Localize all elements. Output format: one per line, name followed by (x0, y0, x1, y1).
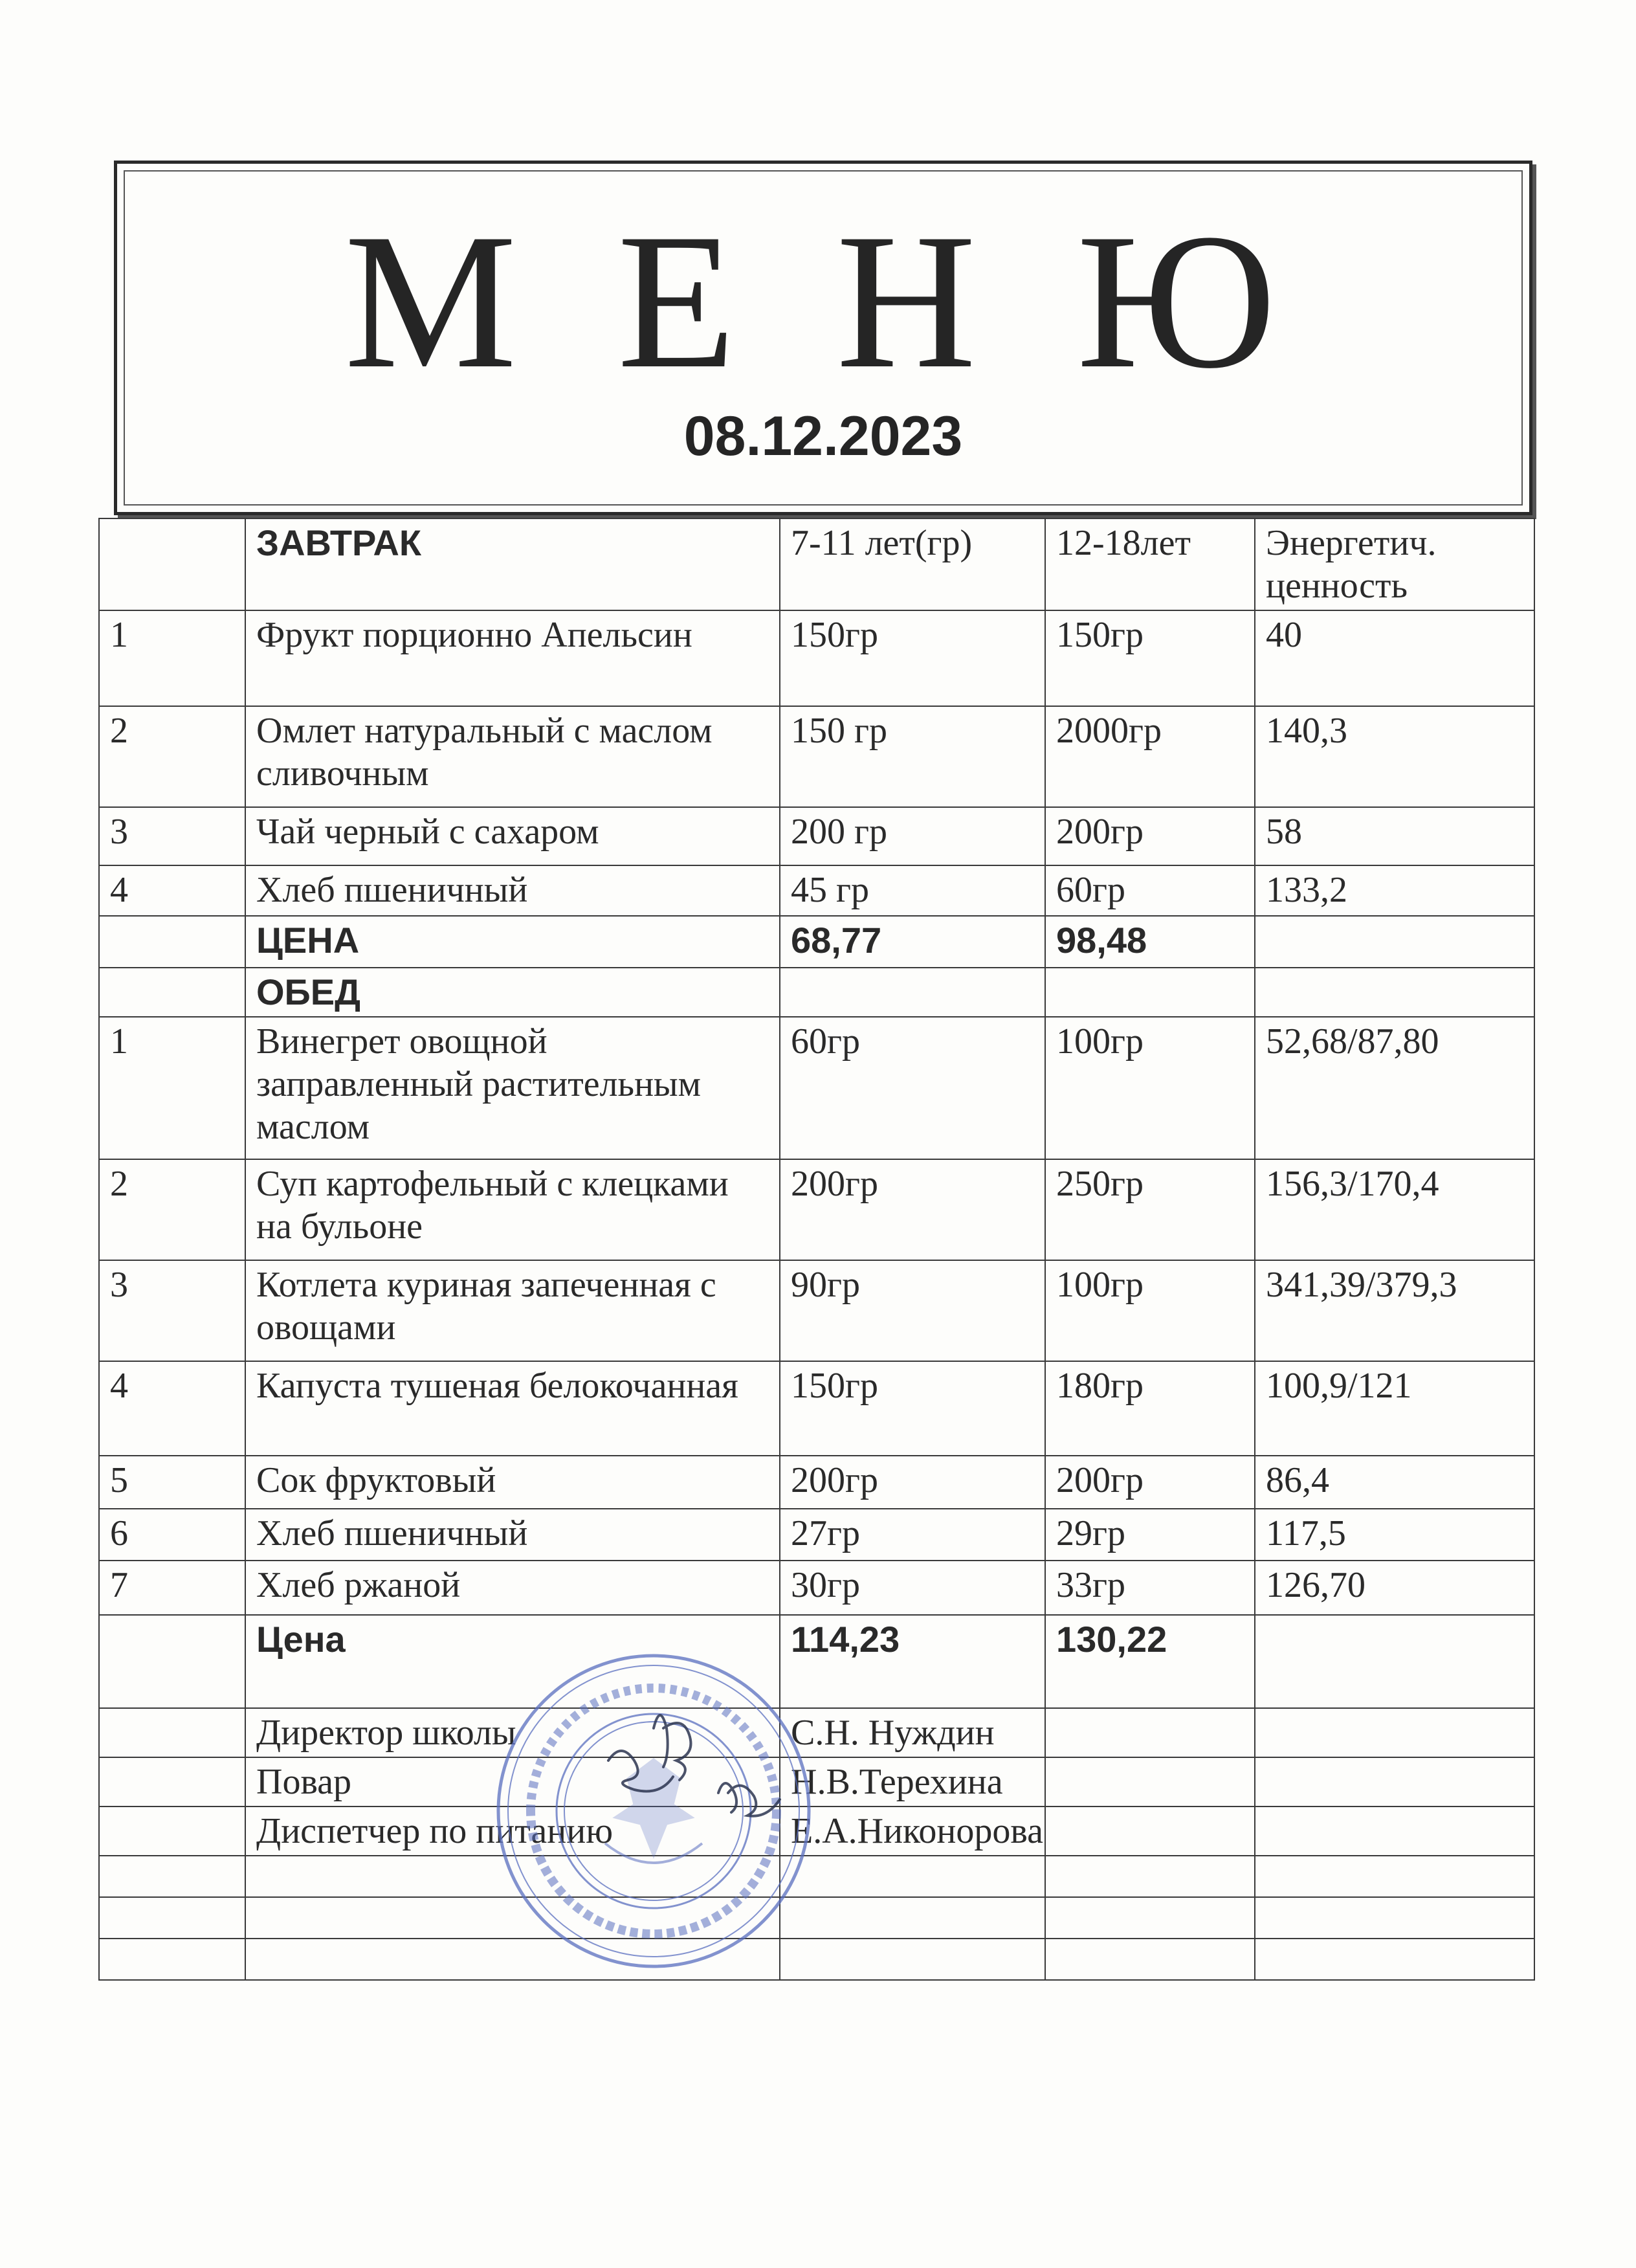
energy-value: 133,2 (1255, 865, 1534, 916)
empty-cell (1255, 916, 1534, 968)
signatory-name: Е.А.Никонорова (780, 1807, 1045, 1856)
energy-header-line1: Энергетич. (1266, 523, 1437, 563)
breakfast-price-12-18: 98,48 (1045, 916, 1255, 968)
lunch-price-12-18: 130,22 (1045, 1615, 1255, 1708)
empty-cell (1255, 1757, 1534, 1807)
portion-7-11: 45 гр (780, 865, 1045, 916)
energy-value: 126,70 (1255, 1561, 1534, 1615)
breakfast-price-row (99, 916, 1534, 968)
empty-cell (780, 1897, 1045, 1939)
breakfast-item-row (99, 610, 1534, 706)
item-number: 3 (99, 807, 245, 865)
breakfast-price-label: ЦЕНА (245, 916, 780, 968)
portion-7-11: 200гр (780, 1456, 1045, 1509)
empty-cell (1045, 1807, 1255, 1856)
portion-12-18: 200гр (1045, 807, 1255, 865)
lunch-header-row (99, 968, 1534, 1017)
dish-name: Фрукт порционно Апельсин (245, 610, 780, 706)
empty-cell (99, 1897, 245, 1939)
lunch-item-row (99, 1456, 1534, 1509)
portion-7-11: 200гр (780, 1159, 1045, 1260)
portion-7-11: 150гр (780, 610, 1045, 706)
signatory-row (99, 1757, 1534, 1807)
breakfast-section-label: ЗАВТРАК (245, 518, 780, 610)
dish-name: Чай черный с сахаром (245, 807, 780, 865)
lunch-item-row (99, 1159, 1534, 1260)
dish-name: Винегрет овощной заправленный растительным маслом (245, 1017, 780, 1159)
empty-cell (780, 1939, 1045, 1980)
empty-cell (1255, 1856, 1534, 1897)
empty-cell (99, 1615, 245, 1708)
item-number: 1 (99, 610, 245, 706)
item-number: 4 (99, 1361, 245, 1456)
menu-table (98, 518, 1535, 1981)
portion-7-11: 30гр (780, 1561, 1045, 1615)
portion-7-11: 150 гр (780, 706, 1045, 807)
empty-row (99, 1897, 1534, 1939)
empty-cell (99, 1939, 245, 1980)
dish-name: Омлет натуральный с маслом сливочным (245, 706, 780, 807)
signatory-role: Директор школы (245, 1708, 780, 1757)
lunch-item-row (99, 1017, 1534, 1159)
lunch-item-row (99, 1509, 1534, 1561)
empty-cell (1255, 1708, 1534, 1757)
signatory-row (99, 1708, 1534, 1757)
empty-cell (245, 1856, 780, 1897)
breakfast-item-row (99, 865, 1534, 916)
age-7-11-header: 7-11 лет(гр) (780, 518, 1045, 610)
dish-name: Капуста тушеная белокочанная (245, 1361, 780, 1456)
portion-12-18: 200гр (1045, 1456, 1255, 1509)
lunch-section-label: ОБЕД (245, 968, 780, 1017)
portion-12-18: 2000гр (1045, 706, 1255, 807)
dish-name: Хлеб ржаной (245, 1561, 780, 1615)
energy-value: 100,9/121 (1255, 1361, 1534, 1456)
dish-name: Суп картофельный с клецками на бульоне (245, 1159, 780, 1260)
age-12-18-header: 12-18лет (1045, 518, 1255, 610)
empty-cell (1255, 1897, 1534, 1939)
portion-12-18: 33гр (1045, 1561, 1255, 1615)
menu-table-body (99, 518, 1534, 1980)
menu-date: 08.12.2023 (683, 405, 963, 467)
item-number: 3 (99, 1260, 245, 1361)
item-number: 4 (99, 865, 245, 916)
energy-value: 140,3 (1255, 706, 1534, 807)
energy-header (1255, 518, 1534, 610)
number-header-cell (99, 518, 245, 610)
portion-7-11: 150гр (780, 1361, 1045, 1456)
lunch-item-row (99, 1561, 1534, 1615)
energy-header-line2: ценность (1266, 566, 1408, 606)
energy-value: 341,39/379,3 (1255, 1260, 1534, 1361)
item-number: 5 (99, 1456, 245, 1509)
empty-cell (99, 1757, 245, 1807)
portion-12-18: 150гр (1045, 610, 1255, 706)
empty-cell (1255, 968, 1534, 1017)
lunch-item-row (99, 1260, 1534, 1361)
portion-7-11: 60гр (780, 1017, 1045, 1159)
empty-cell (245, 1939, 780, 1980)
dish-name: Хлеб пшеничный (245, 1509, 780, 1561)
lunch-price-label: Цена (245, 1615, 780, 1708)
empty-cell (1255, 1807, 1534, 1856)
item-number: 2 (99, 1159, 245, 1260)
empty-cell (99, 1708, 245, 1757)
lunch-price-row (99, 1615, 1534, 1708)
signatory-row (99, 1807, 1534, 1856)
breakfast-item-row (99, 706, 1534, 807)
empty-cell (1045, 1897, 1255, 1939)
dish-name: Котлета куриная запеченная с овощами (245, 1260, 780, 1361)
portion-12-18: 100гр (1045, 1260, 1255, 1361)
empty-cell (1045, 1708, 1255, 1757)
portion-12-18: 29гр (1045, 1509, 1255, 1561)
item-number: 2 (99, 706, 245, 807)
item-number: 7 (99, 1561, 245, 1615)
empty-row (99, 1856, 1534, 1897)
energy-value: 156,3/170,4 (1255, 1159, 1534, 1260)
dish-name: Хлеб пшеничный (245, 865, 780, 916)
breakfast-header-row (99, 518, 1534, 610)
empty-row (99, 1939, 1534, 1980)
dish-name: Сок фруктовый (245, 1456, 780, 1509)
energy-value: 117,5 (1255, 1509, 1534, 1561)
empty-cell (1045, 1757, 1255, 1807)
lunch-price-7-11: 114,23 (780, 1615, 1045, 1708)
menu-header-box (114, 161, 1532, 515)
empty-cell (99, 916, 245, 968)
empty-cell (1255, 1939, 1534, 1980)
empty-cell (245, 1897, 780, 1939)
portion-12-18: 250гр (1045, 1159, 1255, 1260)
breakfast-price-7-11: 68,77 (780, 916, 1045, 968)
lunch-item-row (99, 1361, 1534, 1456)
signatory-role: Повар (245, 1757, 780, 1807)
energy-value: 58 (1255, 807, 1534, 865)
energy-value: 86,4 (1255, 1456, 1534, 1509)
signatory-name: Н.В.Терехина (780, 1757, 1045, 1807)
portion-7-11: 27гр (780, 1509, 1045, 1561)
empty-cell (99, 1807, 245, 1856)
page-title: М Е Н Ю (344, 194, 1302, 408)
empty-cell (1045, 968, 1255, 1017)
empty-cell (780, 968, 1045, 1017)
empty-cell (780, 1856, 1045, 1897)
energy-value: 52,68/87,80 (1255, 1017, 1534, 1159)
signatory-role: Диспетчер по питанию (245, 1807, 780, 1856)
empty-cell (1255, 1615, 1534, 1708)
portion-12-18: 60гр (1045, 865, 1255, 916)
portion-12-18: 180гр (1045, 1361, 1255, 1456)
empty-cell (1045, 1939, 1255, 1980)
empty-cell (99, 1856, 245, 1897)
signatory-name: С.Н. Нуждин (780, 1708, 1045, 1757)
item-number: 6 (99, 1509, 245, 1561)
energy-value: 40 (1255, 610, 1534, 706)
empty-cell (1045, 1856, 1255, 1897)
portion-7-11: 90гр (780, 1260, 1045, 1361)
empty-cell (99, 968, 245, 1017)
portion-7-11: 200 гр (780, 807, 1045, 865)
breakfast-item-row (99, 807, 1534, 865)
item-number: 1 (99, 1017, 245, 1159)
portion-12-18: 100гр (1045, 1017, 1255, 1159)
